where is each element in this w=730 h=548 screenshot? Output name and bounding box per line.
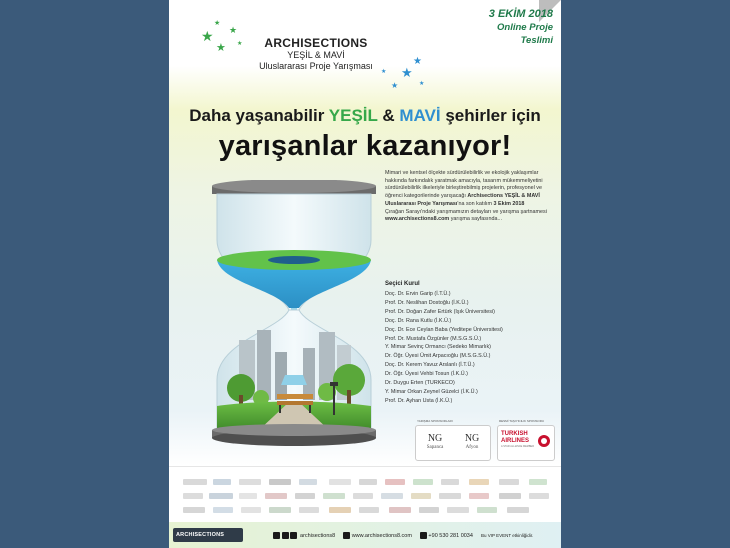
sponsor-logo xyxy=(265,493,287,499)
jury-list xyxy=(385,290,555,406)
sponsor-logo xyxy=(359,507,379,513)
star-icon: ★ xyxy=(413,56,422,67)
sponsor-logo xyxy=(469,479,489,485)
headline-amp: & xyxy=(377,106,400,125)
sponsor-logo xyxy=(413,479,433,485)
ng-sponsor-label: YARIŞMA SPONSORLARI xyxy=(417,419,453,423)
ng1-name: Sapanca xyxy=(426,445,444,450)
jury-member: Dr. Duygu Erten (TURKECO) xyxy=(385,380,455,387)
ta-sponsor-label: RESMİ TAŞIYICILIK SPONSORU xyxy=(499,419,545,423)
ta-sub: A STAR ALLIANCE MEMBER xyxy=(501,445,535,448)
footer-logo xyxy=(173,528,243,542)
deadline-line2: Teslimi xyxy=(520,35,553,46)
sponsor-logo xyxy=(439,493,461,499)
headline-main: yarışanlar kazanıyor! xyxy=(218,130,512,162)
ta-line1: TURKISH xyxy=(501,431,528,437)
brand-line2: Uluslararası Proje Yarışması xyxy=(259,61,373,71)
sponsor-logo xyxy=(529,479,547,485)
ng-sponsor-box xyxy=(415,425,491,461)
date-block xyxy=(453,8,553,47)
turkish-airlines-logo-icon xyxy=(538,435,550,447)
sponsor-logo xyxy=(329,507,351,513)
star-icon: ★ xyxy=(237,40,243,47)
footer-logo-text: ARCHISECTIONS xyxy=(176,532,225,538)
headline-blue-word: MAVİ xyxy=(399,106,441,125)
desc-bold3: www.archisections8.com xyxy=(385,216,450,223)
headline-subtitle xyxy=(169,106,561,126)
vip-note-text: Bu VIP EVENT etkinliğidir. xyxy=(480,532,534,538)
star-icon: ★ xyxy=(419,80,425,87)
vip-note xyxy=(481,533,533,538)
star-icon: ★ xyxy=(381,68,387,75)
star-icon: ★ xyxy=(401,66,413,81)
twitter-icon[interactable] xyxy=(290,532,297,539)
star-icon: ★ xyxy=(229,26,238,36)
sponsor-logo xyxy=(299,479,317,485)
desc-bold2: 3 Ekim 2018 xyxy=(493,200,525,207)
footer-bar xyxy=(169,522,561,548)
phone-number xyxy=(420,532,473,539)
jury-member: Doç. Dr. Kerem Yavuz Arslanlı (İ.T.Ü.) xyxy=(385,362,475,369)
sponsor-logo xyxy=(507,507,529,513)
headline-green-word: YEŞİL xyxy=(328,106,378,125)
sponsor-logo xyxy=(441,479,459,485)
phone-text: +90 530 281 0034 xyxy=(428,532,473,539)
brand-name: ARCHISECTIONS xyxy=(264,36,368,50)
hourglass-illustration xyxy=(199,180,389,448)
desc-part4: yarışma sayfasında... xyxy=(450,216,502,223)
jury-member: Y. Mimar Sevinç Ormancı (Sedeko Mimarlık) xyxy=(385,344,491,351)
sponsor-logo xyxy=(499,493,521,499)
sponsor-logo xyxy=(389,507,411,513)
jury-member: Dr. Öğr. Üyesi Ümit Arpacıoğlu (M.S.G.S.Ü.) xyxy=(385,353,491,360)
sponsor-logo xyxy=(209,493,233,499)
sponsor-logo xyxy=(469,493,489,499)
globe-icon xyxy=(343,532,350,539)
sponsor-logo xyxy=(239,493,257,499)
sponsor-logo xyxy=(499,479,519,485)
sponsor-logo-band xyxy=(169,466,561,522)
sponsor-logo xyxy=(299,507,319,513)
sponsor-logo xyxy=(529,493,549,499)
jury-member: Y. Mimar Orkan Zeynel Güzelci (İ.K.Ü.) xyxy=(385,388,478,395)
jury-member: Prof. Dr. Mustafa Özgünler (M.S.G.S.Ü.) xyxy=(385,335,482,342)
sponsor-logo xyxy=(183,493,203,499)
sponsor-logo xyxy=(239,479,261,485)
sponsor-logo xyxy=(381,493,403,499)
jury-title: Seçici Kurul xyxy=(385,281,420,287)
star-icon: ★ xyxy=(214,19,221,27)
facebook-icon[interactable] xyxy=(282,532,289,539)
jury-member: Doç. Dr. Ece Ceylan Baba (Yeditepe Üniversitesi) xyxy=(385,326,503,333)
jury-member: Doç. Dr. Rana Kutlu (İ.K.Ü.) xyxy=(385,317,452,324)
jury-member: Prof. Dr. Neslihan Dostoğlu (İ.K.Ü.) xyxy=(385,299,469,306)
desc-part2: 'na son katılım xyxy=(457,200,493,207)
sponsor-logo xyxy=(447,507,469,513)
brand-line1: YEŞİL & MAVİ xyxy=(287,50,345,60)
ng2-mark: NG xyxy=(464,433,480,444)
sponsor-logo xyxy=(213,479,231,485)
instagram-icon[interactable] xyxy=(273,532,280,539)
deadline-line1: Online Proje xyxy=(497,22,553,33)
jury-member: Doç. Dr. Ervin Garip (İ.T.Ü.) xyxy=(385,291,451,297)
social-handle: archisections8 xyxy=(300,532,336,539)
sponsor-logo xyxy=(269,479,291,485)
star-icon: ★ xyxy=(391,81,399,90)
ng2-name: Afyon xyxy=(465,445,479,450)
headline-part2: şehirler için xyxy=(440,106,541,125)
ng-sapanca-logo xyxy=(427,434,444,452)
star-icon: ★ xyxy=(201,29,214,45)
ng1-mark: NG xyxy=(427,433,443,444)
deadline-date: 3 EKİM 2018 xyxy=(488,8,553,20)
headline-part1: Daha yaşanabilir xyxy=(189,106,329,125)
description-text xyxy=(385,170,555,224)
sponsor-logo xyxy=(419,507,439,513)
ng-afyon-logo xyxy=(465,434,479,452)
sponsor-logo xyxy=(353,493,373,499)
sponsor-logo xyxy=(295,493,315,499)
desc-bold1: Archisections YEŞİL & MAVİ Uluslararası Proje Yarışması xyxy=(385,193,540,207)
sponsor-logo xyxy=(385,479,405,485)
sponsor-logo xyxy=(323,493,345,499)
ta-line2: AIRLINES xyxy=(501,438,530,444)
jury-member: Dr. Öğr. Üyesi Vehbi Tosun (İ.K.Ü.) xyxy=(385,371,468,378)
website-link[interactable] xyxy=(343,532,412,539)
poster xyxy=(169,0,561,548)
website-text: www.archisections8.com xyxy=(351,532,412,539)
social-links xyxy=(273,532,335,539)
sponsor-logo xyxy=(329,479,351,485)
sponsor-logo xyxy=(213,507,233,513)
sponsor-logo xyxy=(359,479,377,485)
desc-part3: Çırağan Sarayı'ndaki yarışmamızın detayları ve yarışma şartnamesi xyxy=(385,208,547,215)
phone-icon xyxy=(420,532,427,539)
brand-block xyxy=(251,36,381,72)
sponsor-logo xyxy=(411,493,431,499)
sponsor-logo xyxy=(477,507,497,513)
jury-member: Prof. Dr. Doğan Zafer Ertürk (Işık Üniversitesi) xyxy=(385,308,495,315)
sponsor-logo xyxy=(183,479,207,485)
turkish-airlines-box xyxy=(497,425,555,461)
jury-member: Prof. Dr. Ayhan Usta (İ.K.Ü.) xyxy=(385,397,453,404)
star-icon: ★ xyxy=(216,41,226,54)
desc-part1: Mimari ve kentsel ölçekte sürdürülebilirlik ve ekolojik yaklaşımlar hakkında farkındalık yaratmak amacıyla, tasarım mükemmeliyetini sürdürülebilirlik ilkeleriyle birleştirebilmiş projelerin, profesyonel ve öğrenci kategorilerinde yarışacağı xyxy=(385,170,543,200)
sponsor-logo xyxy=(269,507,291,513)
sponsor-logo xyxy=(241,507,261,513)
sponsor-logo xyxy=(183,507,205,513)
